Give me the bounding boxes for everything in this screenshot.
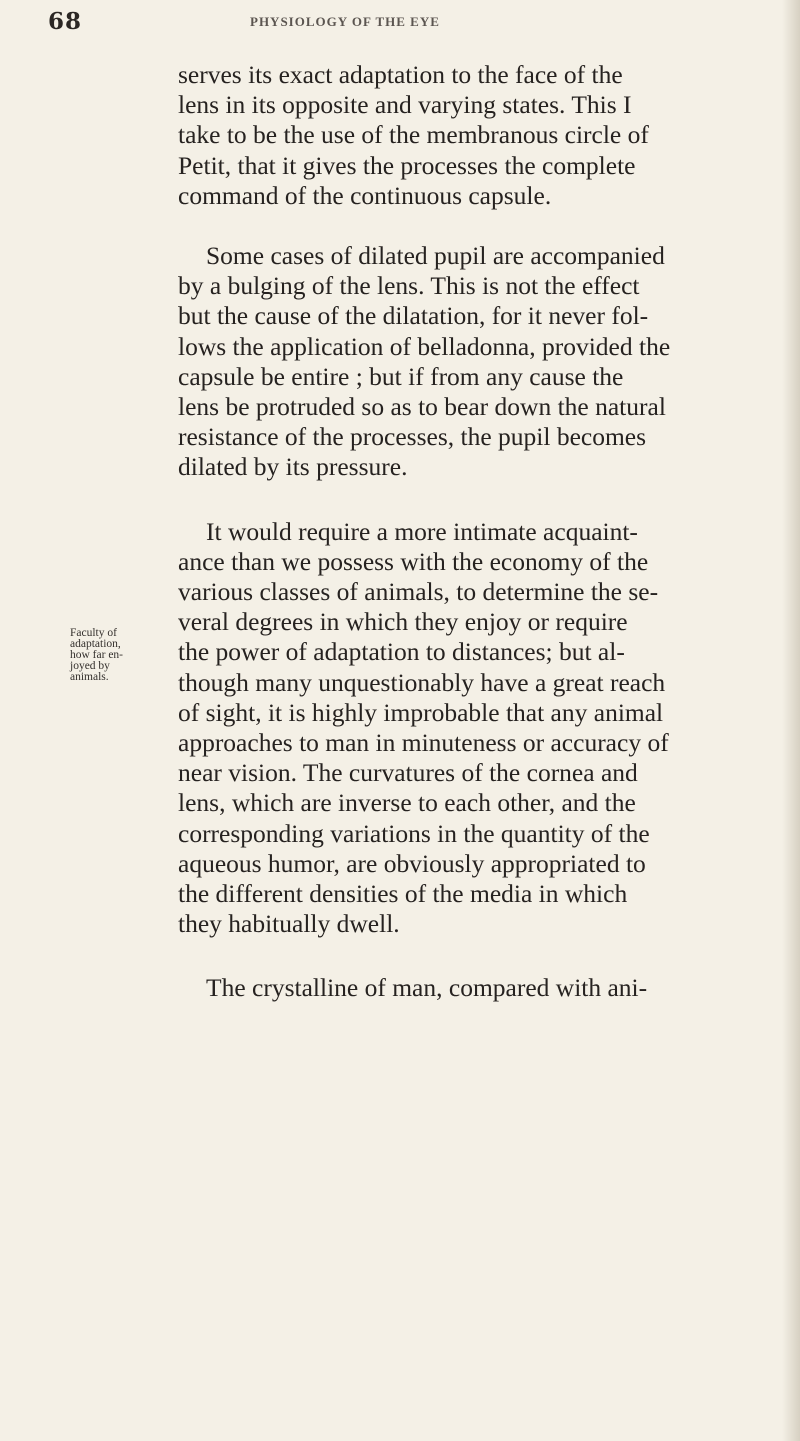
marginal-note-line: how far en-: [70, 649, 124, 661]
paragraph-4: [178, 973, 790, 1003]
marginal-note-line: Faculty of: [70, 627, 117, 639]
paragraph-1: [178, 60, 790, 211]
text-line: the different densities of the media in which: [178, 879, 628, 909]
running-head: [48, 8, 800, 38]
text-line: aqueous humor, are obviously appropriated to: [178, 848, 646, 878]
text-line: corresponding variations in the quantity of the: [178, 818, 650, 848]
marginal-note-line: animals.: [70, 671, 109, 683]
marginal-note: [70, 628, 178, 683]
text-line: though many unquestionably have a great reach: [178, 667, 666, 697]
text-line: they habitually dwell.: [178, 909, 400, 939]
text-line: of sight, it is highly improbable that any animal: [178, 697, 664, 727]
text-line: lens in its opposite and varying states. This I: [178, 90, 632, 120]
paragraph-2: [178, 241, 790, 483]
text-line: The crystalline of man, compared with ani-: [206, 973, 648, 1003]
text-line: various classes of animals, to determine the se-: [178, 577, 659, 607]
text-line: capsule be entire ; but if from any cause the: [178, 361, 624, 391]
text-line: It would require a more intimate acquaint-: [206, 516, 638, 546]
text-line: lens, which are inverse to each other, and the: [178, 788, 636, 818]
body-text: [178, 60, 790, 1004]
text-line: lens be protruded so as to bear down the natural: [178, 392, 666, 422]
text-line: near vision. The curvatures of the cornea and: [178, 758, 638, 788]
paragraph-3: [178, 517, 790, 940]
text-line: approaches to man in minuteness or accuracy of: [178, 728, 669, 758]
marginal-note-line: joyed by: [70, 660, 110, 672]
text-line: but the cause of the dilatation, for it never fol-: [178, 301, 649, 331]
text-line: Some cases of dilated pupil are accompanied: [206, 241, 665, 271]
text-line: ance than we possess with the economy of the: [178, 546, 649, 576]
text-line: dilated by its pressure.: [178, 452, 408, 482]
text-line: take to be the use of the membranous circle of: [178, 120, 649, 150]
text-line: by a bulging of the lens. This is not the effect: [178, 271, 640, 301]
text-line: the power of adaptation to distances; but al-: [178, 637, 625, 667]
text-line: command of the continuous capsule.: [178, 180, 552, 210]
text-line: serves its exact adaptation to the face of the: [178, 60, 623, 89]
text-line: Petit, that it gives the processes the complete: [178, 150, 636, 180]
text-line: lows the application of belladonna, provided the: [178, 331, 671, 361]
text-line: resistance of the processes, the pupil becomes: [178, 422, 647, 452]
text-line: veral degrees in which they enjoy or require: [178, 607, 628, 637]
marginal-note-line: adaptation,: [70, 638, 121, 650]
page-number: 68: [48, 8, 83, 35]
running-title: PHYSIOLOGY OF THE EYE: [250, 14, 440, 29]
